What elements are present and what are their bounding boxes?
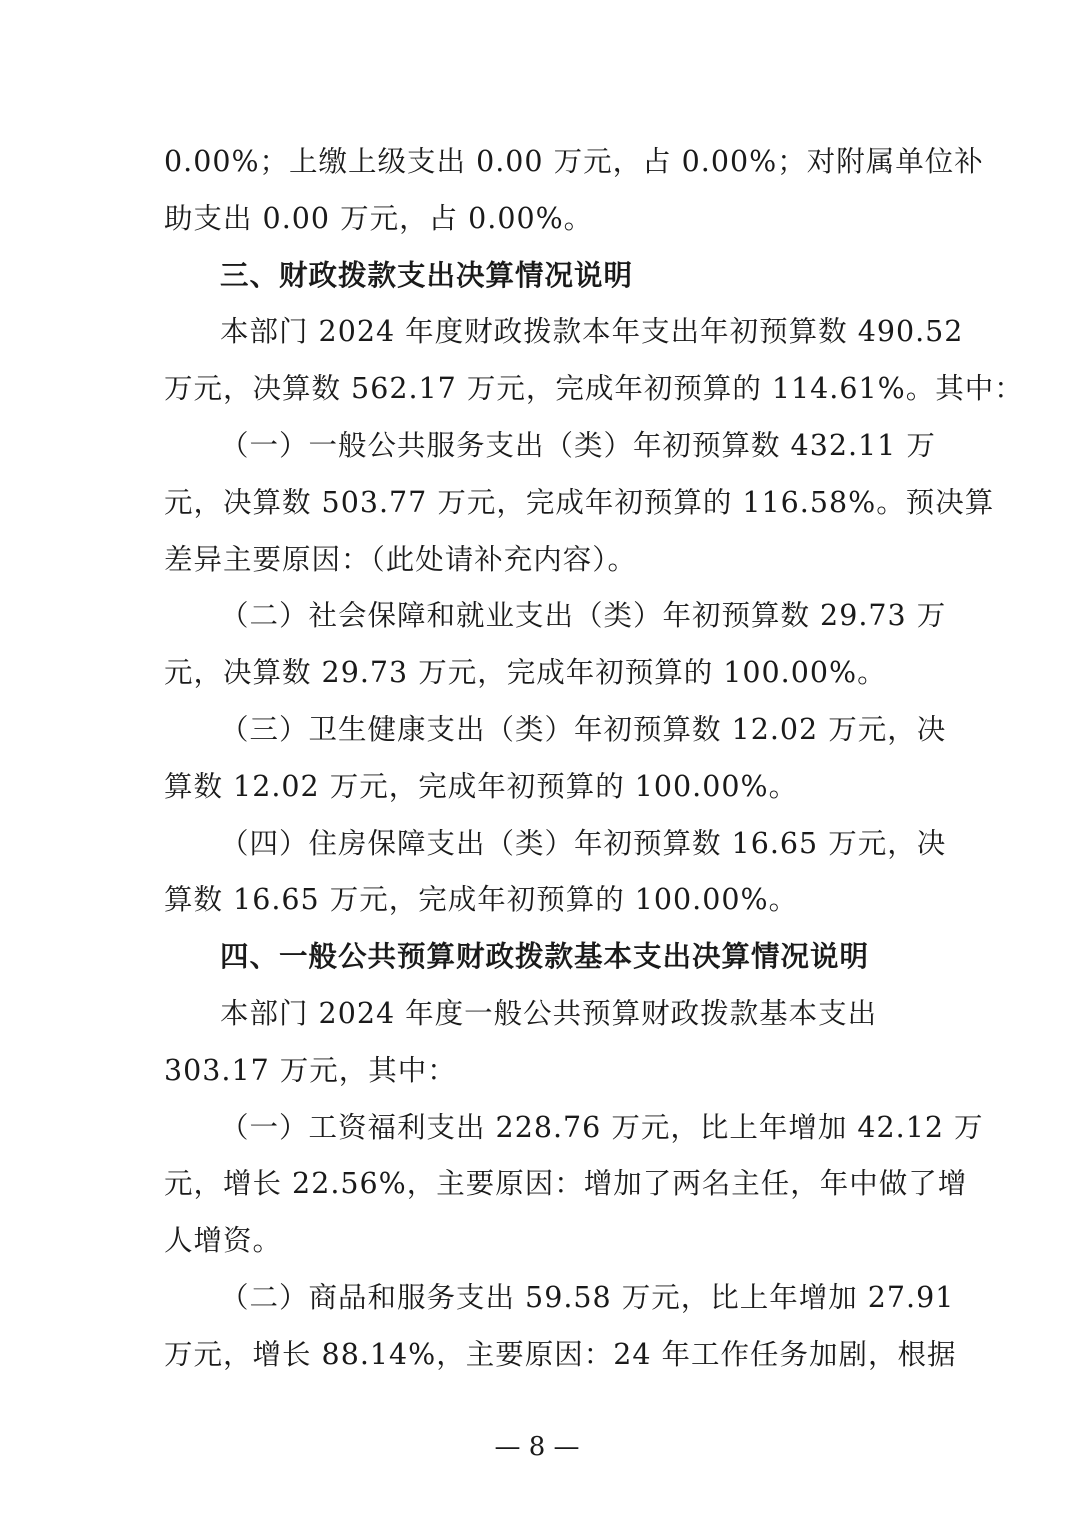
- text-line: 本部门 2024 年度财政拨款本年支出年初预算数 490.52: [220, 315, 964, 349]
- section-heading: 三、财政拨款支出决算情况说明: [220, 258, 634, 292]
- text-line: 人增资。: [164, 1224, 283, 1258]
- text-line: （一）工资福利支出 228.76 万元，比上年增加 42.12 万: [220, 1110, 984, 1144]
- text-line: 万元，增长 88.14%，主要原因：24 年工作任务加剧，根据: [164, 1337, 957, 1371]
- text-line: （一）一般公共服务支出（类）年初预算数 432.11 万: [220, 428, 936, 462]
- text-line: 差异主要原因：（此处请补充内容）。: [164, 542, 638, 576]
- text-line: （三）卫生健康支出（类）年初预算数 12.02 万元，决: [220, 712, 947, 746]
- text-line: 元，决算数 503.77 万元，完成年初预算的 116.58%。预决算: [164, 485, 995, 519]
- text-line: 万元，决算数 562.17 万元，完成年初预算的 114.61%。其中：: [164, 372, 1024, 406]
- text-line: （二）社会保障和就业支出（类）年初预算数 29.73 万: [220, 599, 947, 633]
- text-line: （四）住房保障支出（类）年初预算数 16.65 万元，决: [220, 826, 947, 860]
- text-line: 0.00%；上缴上级支出 0.00 万元，占 0.00%；对附属单位补: [164, 145, 984, 178]
- section-heading: 四、一般公共预算财政拨款基本支出决算情况说明: [220, 940, 870, 974]
- text-line: 助支出 0.00 万元，占 0.00%。: [164, 201, 594, 235]
- page-number: — 8 —: [494, 1432, 580, 1462]
- text-line: 算数 12.02 万元，完成年初预算的 100.00%。: [164, 769, 799, 803]
- text-line: 元，决算数 29.73 万元，完成年初预算的 100.00%。: [164, 656, 887, 690]
- text-line: （二）商品和服务支出 59.58 万元，比上年增加 27.91: [220, 1280, 955, 1314]
- text-line: 本部门 2024 年度一般公共预算财政拨款基本支出: [220, 996, 878, 1030]
- text-line: 算数 16.65 万元，完成年初预算的 100.00%。: [164, 883, 799, 917]
- text-line: 元，增长 22.56%，主要原因：增加了两名主任，年中做了增: [164, 1167, 968, 1201]
- document-body: [164, 134, 1024, 1384]
- text-line: 303.17 万元，其中：: [164, 1053, 457, 1087]
